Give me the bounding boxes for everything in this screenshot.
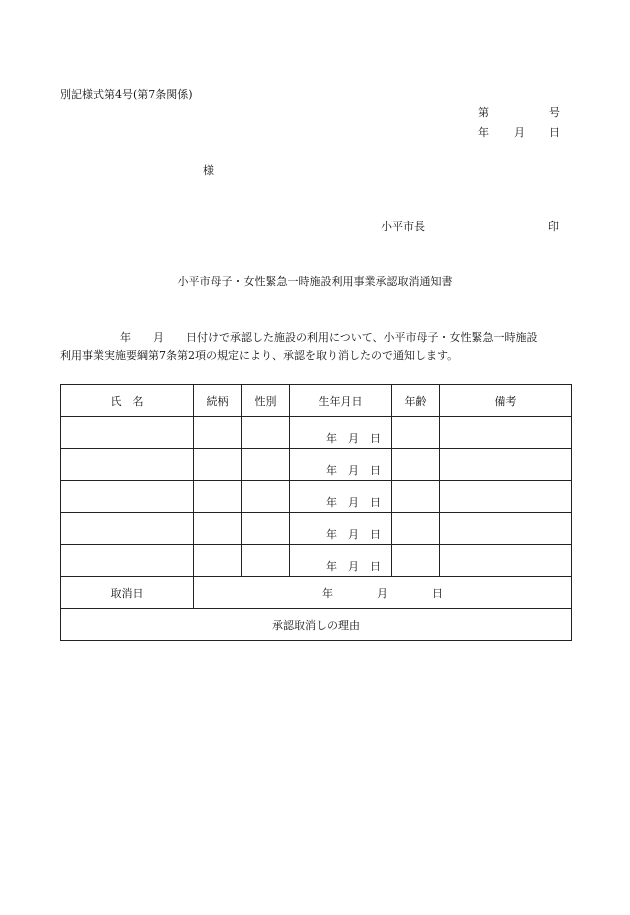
relationship-cell (194, 449, 242, 481)
issue-month: 月 (514, 126, 525, 139)
members-table (60, 384, 572, 641)
reason-cell (61, 609, 572, 641)
name-cell (61, 545, 194, 577)
remarks-cell (440, 545, 572, 577)
issue-day: 日 (549, 126, 560, 139)
sex-cell (242, 449, 290, 481)
birthdate-placeholder: 年 月 日 (326, 496, 381, 509)
table-row (61, 481, 572, 513)
birthdate-cell (290, 449, 392, 481)
name-cell (61, 513, 194, 545)
sex-cell (242, 481, 290, 513)
birthdate-placeholder: 年 月 日 (326, 464, 381, 477)
birthdate-cell (290, 545, 392, 577)
reason-row (61, 609, 572, 641)
issuer-name: 小平市長 (381, 220, 425, 233)
relationship-cell (194, 513, 242, 545)
issue-year: 年 (478, 126, 489, 139)
table-row (61, 513, 572, 545)
name-cell (61, 417, 194, 449)
reason-label: 承認取消しの理由 (272, 618, 360, 632)
remarks-cell (440, 481, 572, 513)
relationship-cell (194, 481, 242, 513)
relationship-cell (194, 545, 242, 577)
addressee-suffix: 様 (203, 164, 214, 177)
notice-body-line-1: 年 月 日付けで承認した施設の利用について、小平市母子・女性緊急一時施設 (120, 331, 538, 344)
document-title: 小平市母子・女性緊急一時施設利用事業承認取消通知書 (177, 275, 453, 288)
relationship-cell (194, 417, 242, 449)
form-style-label: 別記様式第4号(第7条関係) (60, 88, 193, 101)
name-cell (61, 481, 194, 513)
remarks-cell (440, 449, 572, 481)
number-prefix: 第 (478, 106, 489, 119)
sex-cell (242, 417, 290, 449)
birthdate-cell (290, 481, 392, 513)
remarks-cell (440, 513, 572, 545)
header-birthdate: 生年月日 (290, 385, 392, 417)
header-remarks: 備考 (440, 385, 572, 417)
table-row (61, 417, 572, 449)
remarks-cell (440, 417, 572, 449)
header-age: 年齢 (392, 385, 440, 417)
seal-mark: 印 (548, 220, 559, 233)
birthdate-placeholder: 年 月 日 (326, 528, 381, 541)
age-cell (392, 449, 440, 481)
age-cell (392, 417, 440, 449)
birthdate-cell (290, 513, 392, 545)
cancel-date-row (61, 577, 572, 609)
age-cell (392, 545, 440, 577)
table-row (61, 449, 572, 481)
name-cell (61, 449, 194, 481)
birthdate-placeholder: 年 月 日 (326, 560, 381, 573)
sex-cell (242, 513, 290, 545)
notice-body-line-2: 利用事業実施要綱第7条第2項の規定により、承認を取り消したので通知します。 (60, 349, 459, 362)
cancel-date-value: 年 月 日 (194, 577, 572, 609)
birthdate-placeholder: 年 月 日 (326, 432, 381, 445)
notice-body (60, 329, 580, 365)
table-row (61, 545, 572, 577)
cancel-date-label: 取消日 (61, 577, 194, 609)
age-cell (392, 513, 440, 545)
age-cell (392, 481, 440, 513)
sex-cell (242, 545, 290, 577)
header-relationship: 続柄 (194, 385, 242, 417)
header-name: 氏 名 (61, 385, 194, 417)
number-suffix: 号 (549, 106, 560, 119)
header-sex: 性別 (242, 385, 290, 417)
table-header-row (61, 385, 572, 417)
birthdate-cell (290, 417, 392, 449)
